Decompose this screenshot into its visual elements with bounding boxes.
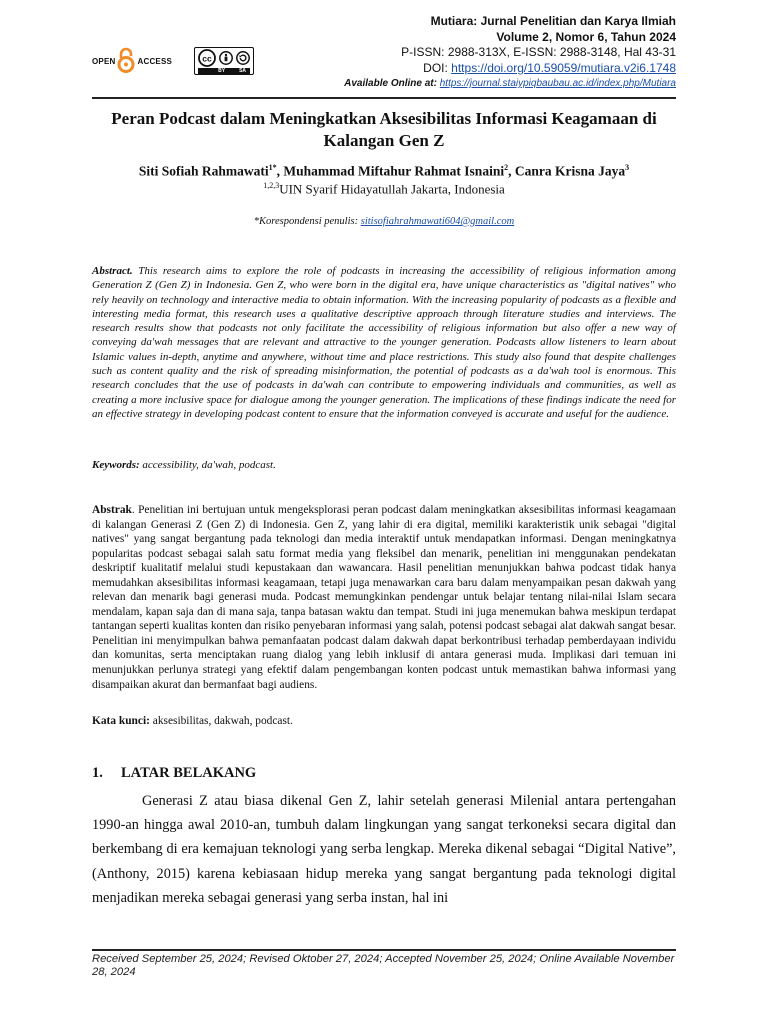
journal-url-link[interactable]: https://journal.staiypiqbaubau.ac.id/index.php/Mutiara [439,78,676,89]
license-logos [92,44,254,78]
svg-text:cc: cc [202,53,212,64]
doi-label: DOI: [423,60,452,75]
open-access-lock-icon [117,47,135,75]
section-heading [92,765,256,782]
abstrak-label: Abstrak [92,504,132,516]
author-separator: , [508,163,515,179]
journal-doi [344,61,676,77]
correspondence [92,216,676,227]
affiliation-sup: 1,2,3 [263,181,280,190]
share-alike-icon [236,51,250,65]
body-paragraph: Generasi Z atau biasa dikenal Gen Z, lahir setelah generasi Milenial antara pertengahan 1990-an hingga awal 2010-an, tumbuh dalam lingkungan yang sangat terkoneksi secara digital dan berkembang di era kemajuan teknologi yang serba lengkap. Mereka dikenal sebagai “Digital Native”, (Anthony, 2015) karena kebiasaan hidup mereka yang sangat bergantung pada teknologi digital menjadikan mereka sebagai generasi yang serba instan, hal ini [92,793,676,906]
author-sup: 3 [625,163,630,172]
keywords-indonesian [92,715,676,727]
author-name: Canra Krisna Jaya [514,163,626,179]
attribution-icon [219,51,233,65]
footer-divider [92,949,676,951]
publication-history: Received September 25, 2024; Revised Oktober 27, 2024; Accepted November 25, 2024; Online Available November 28, 2024 [92,953,675,978]
affiliation-text: UIN Syarif Hidayatullah Jakarta, Indonesia [279,181,505,197]
available-online [344,76,676,92]
affiliation [92,181,676,197]
cc-sa-label: SA [239,68,247,74]
cc-by-label: BY [218,68,226,74]
abstrak-text: . Penelitian ini bertujuan untuk mengeksplorasi peran podcast dalam meningkatkan aksesibilitas informasi keagamaan di kalangan Generasi Z (Gen Z) di Indonesia. Gen Z, yang lahir di era digital, memiliki karakteristik unik sebagai "digital natives" yang sangat bergantung pada teknologi dan media interaktif untuk mendapatkan informasi. Dengan meningkatnya popularitas podcast sebagai salah satu format media yang fleksibel dan menarik, penelitian ini menggunakan pendekatan deskriptif kualitatif melalui studi kepustakaan dan wawancara. Hasil penelitian menunjukkan bahwa podcast tidak hanya memudahkan aksesibilitas informasi keagamaan, tetapi juga menawarkan cara baru dalam menyampaikan pesan dakwah yang relevan dan menarik bagi generasi muda. Podcast memungkinkan pendengar untuk belajar tentang nilai-nilai Islam secara mendalam, kapan saja dan di mana saja, tanpa batasan waktu dan tempat. Studi ini juga menemukan bahwa meskipun terdapat tantangan seperti kualitas konten dan risiko penyebaran informasi yang salah, potensi podcast sebagai alat dakwah sangat besar. Penelitian ini menyimpulkan bahwa pemanfaatan podcast dalam dakwah dapat berkontribusi terhadap pemberdayaan individu dan komunitas, serta menciptakan ruang dialog yang lebih inklusif di antara generasi muda. Implikasi dari temuan ini menunjukkan perlunya strategi yang efektif dalam pengembangan konten podcast untuk memastikan bahwa informasi yang disampaikan akurat dan bermanfaat bagi audiens. [92,504,676,691]
kata-kunci-label: Kata kunci: [92,715,150,727]
author-sup: 2 [504,163,509,172]
author-name: Siti Sofiah Rahmawati [138,163,269,179]
correspondence-email-link[interactable]: sitisofiahrahmawati604@gmail.com [360,216,515,227]
open-access-right-text: ACCESS [137,56,173,66]
available-label: Available Online at: [344,78,440,89]
abstract-indonesian [92,503,676,692]
kata-kunci-text: aksesibilitas, dakwah, podcast. [149,715,293,727]
article-title: Peran Podcast dalam Meningkatkan Aksesibilitas Informasi Keagamaan di Kalangan Gen Z [111,109,657,150]
cc-by-sa-badge [194,47,254,75]
open-access-logo [92,47,172,75]
author-name: Muhammad Miftahur Rahmat Isnaini [283,163,505,179]
abstract-english [92,264,676,421]
section-number: 1. [92,765,103,781]
correspondence-label: *Korespondensi penulis: [253,216,361,227]
section-title: LATAR BELAKANG [121,765,257,781]
keywords-english [92,459,676,471]
journal-issn: P-ISSN: 2988-313X, E-ISSN: 2988-3148, Hal 43-31 [401,45,676,59]
open-access-left-text: OPEN [92,56,116,66]
header-divider [92,97,676,99]
keywords-label: Keywords: [92,459,140,471]
abstract-label: Abstract. [92,265,133,277]
keywords-text: accessibility, da'wah, podcast. [139,459,276,471]
journal-volume: Volume 2, Nomor 6, Tahun 2024 [496,29,676,44]
author-sup: 1* [268,163,277,172]
journal-info [344,14,676,92]
abstract-text: This research aims to explore the role of podcasts in increasing the accessibility of religious information among Generation Z (Gen Z) in Indonesia. Gen Z, who were born in the digital era, have unique characteristics as "digital natives" who rely heavily on technology and interactive media to obtain information. With the increasing popularity of podcasts as a flexible and interesting media format, this research uses a qualitative descriptive approach through literature studies and interviews. The research results show that podcasts not only facilitate the accessibility of religious information but also offer a new way of conveying da'wah messages that are relevant and attractive to the younger generation. Podcasts allow listeners to learn about Islamic values in-depth, anytime and anywhere, without time and place restrictions. This study also found that despite challenges such as content quality and the risk of spreading misinformation, the potential of podcasts as a da'wah tool is enormous. This research concludes that the use of podcasts in da'wah can contribute to empowering individuals and communities, as well as creating a more inclusive space for dialogue among the younger generation. The implications of these findings indicate the need for an effective strategy in developing podcast content to ensure that the information conveyed is accurate and useful for the audience. [92,265,676,420]
author-separator: , [276,163,284,179]
author-list [92,163,676,180]
journal-title: Mutiara: Jurnal Penelitian dan Karya Ilmiah [430,14,676,28]
cc-icon [198,49,216,67]
doi-link[interactable]: https://doi.org/10.59059/mutiara.v2i6.1748 [451,60,676,75]
